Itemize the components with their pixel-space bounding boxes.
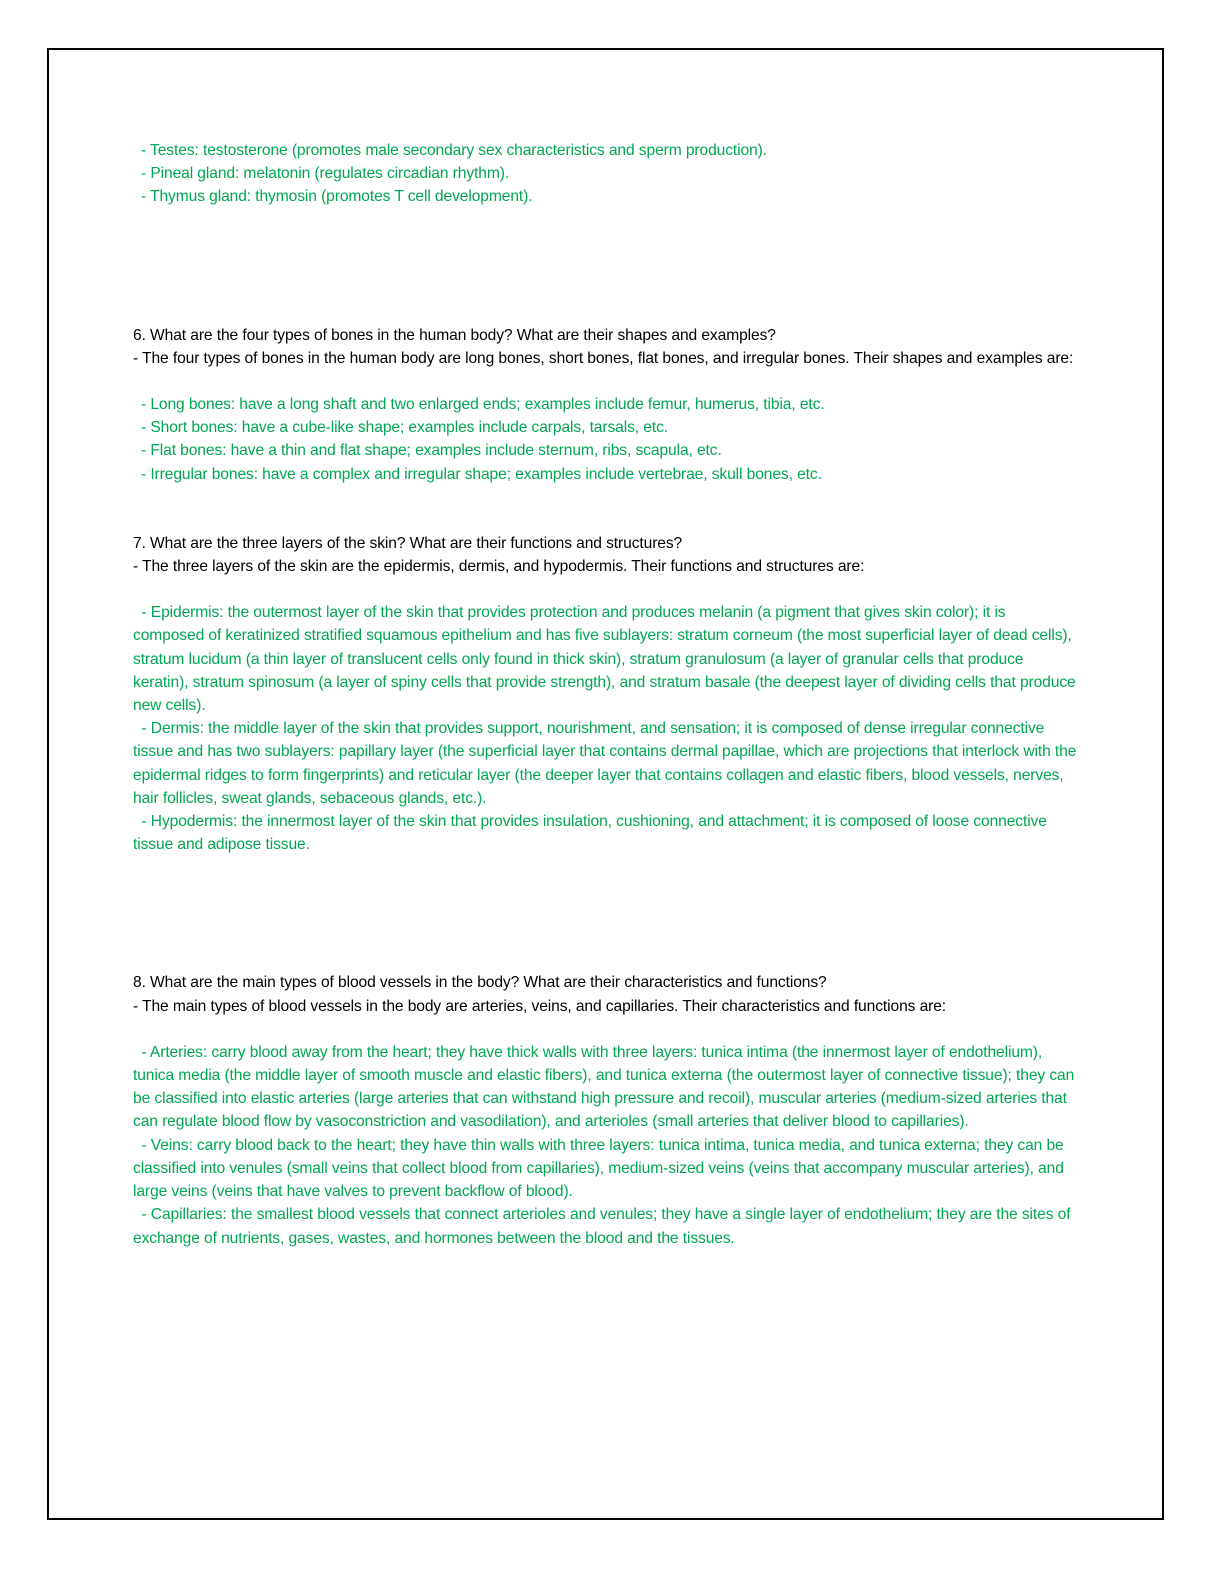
question-7-heading: 7. What are the three layers of the skin? What are their functions and structures? bbox=[133, 534, 683, 552]
top-list bbox=[133, 139, 1078, 209]
list-item: - Short bones: have a cube-like shape; examples include carpals, tarsals, etc. bbox=[141, 419, 669, 437]
document-body bbox=[133, 139, 1078, 1250]
list-item bbox=[133, 1041, 1078, 1134]
list-item: - Thymus gland: thymosin (promotes T cell development). bbox=[141, 188, 533, 206]
list-item bbox=[133, 1203, 1078, 1249]
question-6-section bbox=[133, 324, 1078, 486]
question-7-intro: - The three layers of the skin are the epidermis, dermis, and hypodermis. Their functions and structures are: bbox=[133, 558, 865, 576]
list-item bbox=[133, 717, 1078, 810]
question-8-section bbox=[133, 971, 1078, 1249]
list-item: - Long bones: have a long shaft and two enlarged ends; examples include femur, humerus, tibia, etc. bbox=[141, 396, 825, 414]
list-item bbox=[133, 810, 1078, 856]
list-item-text: - Arteries: carry blood away from the heart; they have thick walls with three layers: tunica intima (the innermost layer of endothelium), tunica media (the middle layer of smooth muscle and elastic fibers), and tunica externa (the outermost layer of connective tissue); they can be classified into elastic arteries (large arteries that can withstand high pressure and recoil), muscular arteries (medium-sized arteries that can regulate blood flow by vasoconstriction and vasodilation), and arterioles (small arteries that deliver blood to capillaries). bbox=[133, 1043, 1075, 1131]
question-8-intro: - The main types of blood vessels in the body are arteries, veins, and capillaries. Their characteristics and functions are: bbox=[133, 997, 947, 1015]
list-item-text: - Veins: carry blood back to the heart; they have thin walls with three layers: tunica intima, tunica media, and tunica externa; they can be classified into venules (small veins that collect blood from capillaries), medium-sized veins (veins that accompany muscular arteries), and large veins (veins that have valves to prevent backflow of blood). bbox=[133, 1136, 1064, 1201]
list-item-text: - Dermis: the middle layer of the skin that provides support, nourishment, and sensation; it is composed of dense irregular connective tissue and has two sublayers: papillary layer (the superficial layer that contains dermal papillae, which are projections that interlock with the epidermal ridges to form fingerprints) and reticular layer (the deeper layer that contains collagen and elastic fibers, blood vessels, nerves, hair follicles, sweat glands, sebaceous glands, etc.). bbox=[133, 720, 1077, 807]
list-item bbox=[133, 1134, 1078, 1204]
list-item: - Testes: testosterone (promotes male secondary sex characteristics and sperm production). bbox=[141, 142, 768, 159]
list-item-text: - Hypodermis: the innermost layer of the skin that provides insulation, cushioning, and attachment; it is composed of loose connective tissue and adipose tissue. bbox=[133, 813, 1047, 854]
list-item-text: - Epidermis: the outermost layer of the skin that provides protection and produces melanin (a pigment that gives skin color); it is composed of keratinized stratified squamous epithelium and has five sublayers: stratum corneum (the most superficial layer of dead cells), stratum lucidum (a thin layer of translucent cells only found in thick skin), stratum granulosum (a layer of granular cells that produce keratin), stratum spinosum (a layer of spiny cells that provide strength), and stratum basale (the deepest layer of dividing cells that produce new cells). bbox=[133, 604, 1076, 715]
list-item bbox=[133, 601, 1078, 717]
question-6-heading: 6. What are the four types of bones in the human body? What are their shapes and examples? bbox=[133, 326, 776, 344]
list-item: - Pineal gland: melatonin (regulates circadian rhythm). bbox=[141, 165, 510, 183]
list-item-text: - Capillaries: the smallest blood vessels that connect arterioles and venules; they have a single layer of endothelium; they are the sites of exchange of nutrients, gases, wastes, and hormones between the blood and the tissues. bbox=[133, 1206, 1071, 1247]
question-8-heading: 8. What are the main types of blood vessels in the body? What are their characteristics and functions? bbox=[133, 974, 827, 992]
list-item: - Flat bones: have a thin and flat shape; examples include sternum, ribs, scapula, etc. bbox=[141, 442, 722, 460]
list-item: - Irregular bones: have a complex and irregular shape; examples include vertebrae, skull bones, etc. bbox=[141, 465, 822, 483]
question-7-section bbox=[133, 532, 1078, 857]
question-6-intro: - The four types of bones in the human body are long bones, short bones, flat bones, and irregular bones. Their shapes and examples are: bbox=[133, 349, 1074, 367]
